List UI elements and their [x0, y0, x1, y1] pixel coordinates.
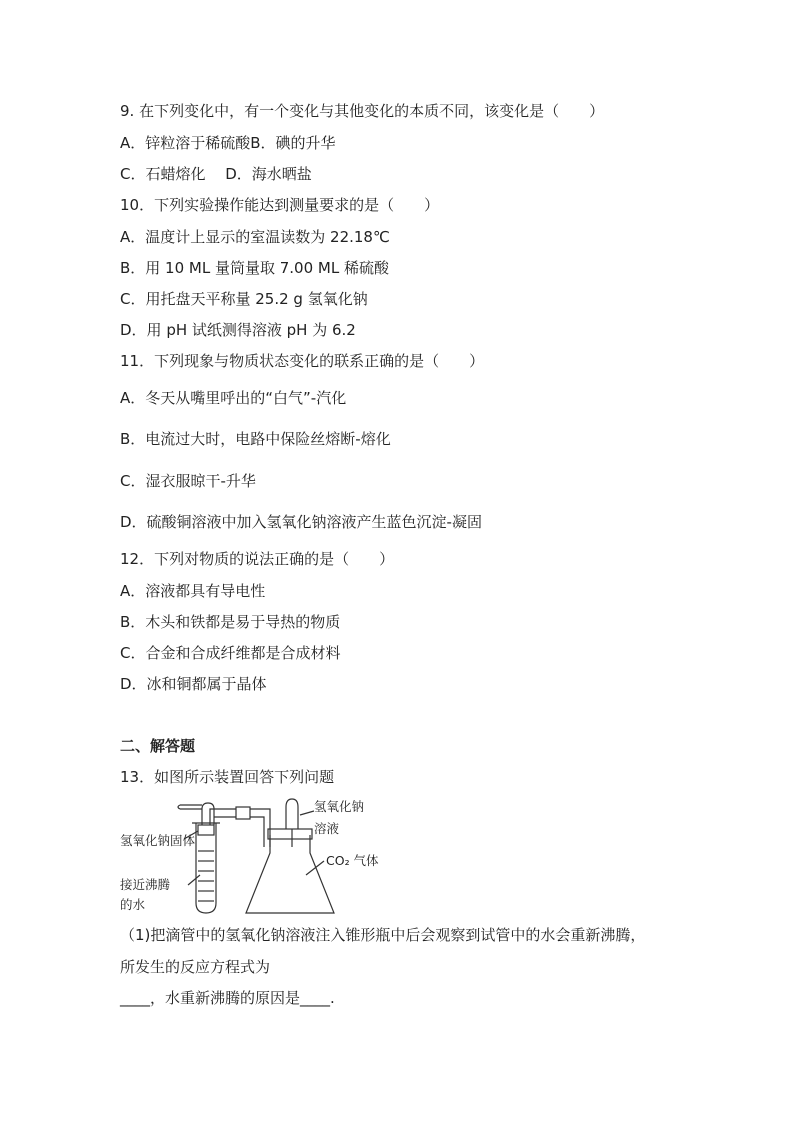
q12-option-d: D．冰和铜都属于晶体 [120, 675, 267, 693]
test-tube [196, 823, 216, 913]
q9-options-cd: C．石蜡熔化 D．海水晒盐 [120, 165, 312, 183]
q12-stem: 12．下列对物质的说法正确的是（ ） [120, 550, 395, 568]
q9-options-ab: A．锌粒溶于稀硫酸B．碘的升华 [120, 134, 336, 152]
q13-part1-line2: 所发生的反应方程式为 [120, 958, 271, 976]
q13-part1-line1: （1)把滴管中的氢氧化钠溶液注入锥形瓶中后会观察到试管中的水会重新沸腾， [120, 926, 646, 944]
dropper [286, 799, 298, 829]
label-naoh-solid: 氢氧化钠固体 [120, 833, 196, 848]
q11-option-a: A．冬天从嘴里呼出的“白气”-汽化 [120, 389, 347, 407]
label-naoh-solution-line1: 氢氧化钠 [314, 799, 365, 814]
q11-option-d: D．硫酸铜溶液中加入氢氧化钠溶液产生蓝色沉淀-凝固 [120, 513, 482, 531]
section-title: 二、解答题 [120, 737, 196, 755]
q10-option-d: D．用 pH 试纸测得溶液 pH 为 6.2 [120, 321, 356, 339]
q10-stem: 10．下列实验操作能达到测量要求的是（ ） [120, 196, 440, 214]
q10-option-b: B．用 10 ML 量筒量取 7.00 ML 稀硫酸 [120, 259, 389, 277]
label-water-line2: 的水 [120, 897, 146, 912]
q12-option-a: A．溶液都具有导电性 [120, 582, 266, 600]
apparatus-figure [118, 795, 388, 917]
q13-stem: 13．如图所示装置回答下列问题 [120, 768, 335, 786]
label-water-line1: 接近沸腾 [120, 877, 171, 892]
q11-option-b: B．电流过大时，电路中保险丝熔断-熔化 [120, 430, 391, 448]
label-co2-gas: CO₂ 气体 [326, 853, 379, 868]
q12-option-c: C．合金和合成纤维都是合成材料 [120, 644, 341, 662]
q12-option-b: B．木头和铁都是易于导热的物质 [120, 613, 341, 631]
conical-flask [246, 835, 334, 913]
q11-option-c: C．湿衣服晾干-升华 [120, 472, 256, 490]
q10-option-c: C．用托盘天平称量 25.2 g 氢氧化钠 [120, 290, 368, 308]
q9-stem: 9. 在下列变化中，有一个变化与其他变化的本质不同，该变化是（ ） [120, 102, 605, 120]
q11-stem: 11．下列现象与物质状态变化的联系正确的是（ ） [120, 352, 485, 370]
q13-part1-line3: ____，水重新沸腾的原因是____. [120, 989, 335, 1007]
label-naoh-solution-line2: 溶液 [314, 821, 340, 836]
q10-option-a: A．温度计上显示的室温读数为 22.18℃ [120, 228, 390, 246]
